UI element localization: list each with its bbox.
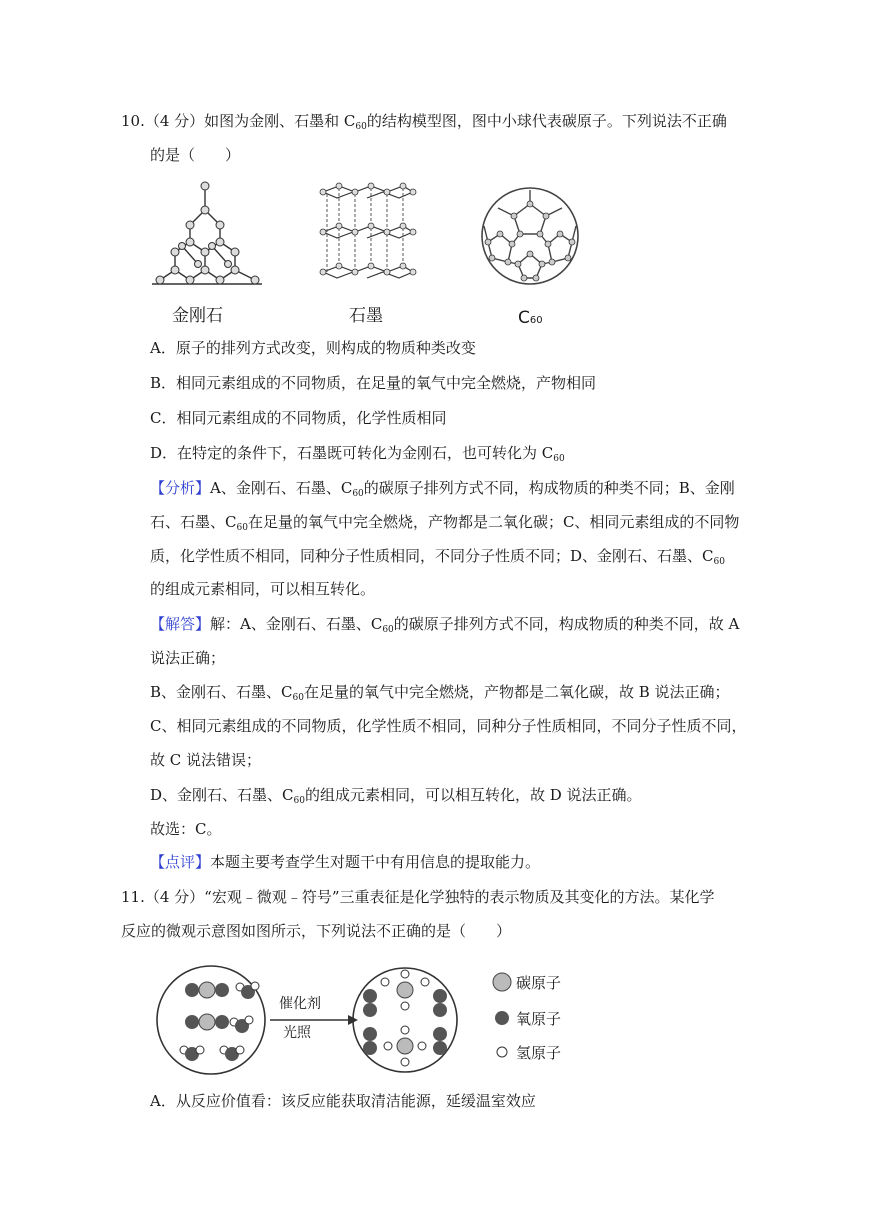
q10-answer-line7: 故选：C。 xyxy=(150,820,222,838)
q10-option-b: B．相同元素组成的不同物质，在足量的氧气中完全燃烧，产物相同 xyxy=(150,374,597,392)
q11-option-a: A．从反应价值看：该反应能获取清洁能源，延缓温室效应 xyxy=(150,1092,536,1110)
q10-stem-line2: 的是（ ） xyxy=(150,146,241,164)
q11-stem-line1: 11.（4 分）“宏观﹣微观﹣符号”三重表征是化学独特的表示物质及其变化的方法。某化学 xyxy=(121,888,715,906)
legend-oxygen: 氧原子 xyxy=(516,1010,562,1028)
diamond-structure-figure xyxy=(150,180,270,292)
q10-answer-line2: 说法正确； xyxy=(150,649,226,667)
legend-hydrogen: 氢原子 xyxy=(516,1044,562,1062)
comment-tag: 【点评】 xyxy=(150,853,211,871)
arrow-label-catalyst: 催化剂 xyxy=(279,996,321,1012)
diamond-label: 金刚石 xyxy=(172,306,223,326)
graphite-structure-figure xyxy=(317,180,417,292)
c60-structure-figure xyxy=(478,182,582,290)
q10-analysis-line4: 的组成元素相同，可以相互转化。 xyxy=(150,580,376,598)
q10-analysis-line3: 质，化学性质不相同，同种分子性质相同，不同分子性质不同；D、金刚石、石墨、$C_{60}$ xyxy=(150,547,725,567)
answer-tag: 【解答】 xyxy=(150,615,211,633)
q10-comment: 【点评】本题主要考查学生对题干中有用信息的提取能力。 xyxy=(150,853,541,871)
q10-option-d: D．在特定的条件下，石墨既可转化为金刚石，也可转化为 $C_{60}$ xyxy=(150,444,565,464)
q10-analysis-line1: 【分析】A、金刚石、石墨、$C_{60}$的碳原子排列方式不同，构成物质的种类不同；B、金刚 xyxy=(150,479,735,499)
q10-option-a: A．原子的排列方式改变，则构成的物质种类改变 xyxy=(150,339,476,357)
q10-answer-line5: 故 C 说法错误； xyxy=(150,751,262,769)
q10-stem-line1: 10.（4 分）如图为金刚、石墨和 $C_{60}$的结构模型图，图中小球代表碳原子。下列说法不正确 xyxy=(121,112,727,132)
q10-answer-line4: C、相同元素组成的不同物质，化学性质不相同，同种分子性质相同，不同分子性质不同， xyxy=(150,717,747,735)
q10-answer-line1: 【解答】解：A、金刚石、石墨、$C_{60}$的碳原子排列方式不同，构成物质的种类不同，故 A xyxy=(150,615,740,635)
graphite-label: 石墨 xyxy=(349,306,383,326)
q10-option-c: C．相同元素组成的不同物质，化学性质相同 xyxy=(150,409,447,427)
c60-label: C60 xyxy=(518,308,543,328)
legend-carbon: 碳原子 xyxy=(516,974,562,992)
q11-stem-line2: 反应的微观示意图如图所示，下列说法不正确的是（ ） xyxy=(121,922,512,940)
q10-answer-line3: B、金刚石、石墨、$C_{60}$在足量的氧气中完全燃烧，产物都是二氧化碳，故 B 说法正确； xyxy=(150,683,730,703)
arrow-label-light: 光照 xyxy=(283,1025,311,1041)
q10-analysis-line2: 石、石墨、$C_{60}$在足量的氧气中完全燃烧，产物都是二氧化碳；C、相同元素组成的不同物 xyxy=(150,513,740,533)
q10-answer-line6: D、金刚石、石墨、$C_{60}$的组成元素相同，可以相互转化，故 D 说法正确。 xyxy=(150,786,642,806)
analysis-tag: 【分析】 xyxy=(150,479,211,497)
